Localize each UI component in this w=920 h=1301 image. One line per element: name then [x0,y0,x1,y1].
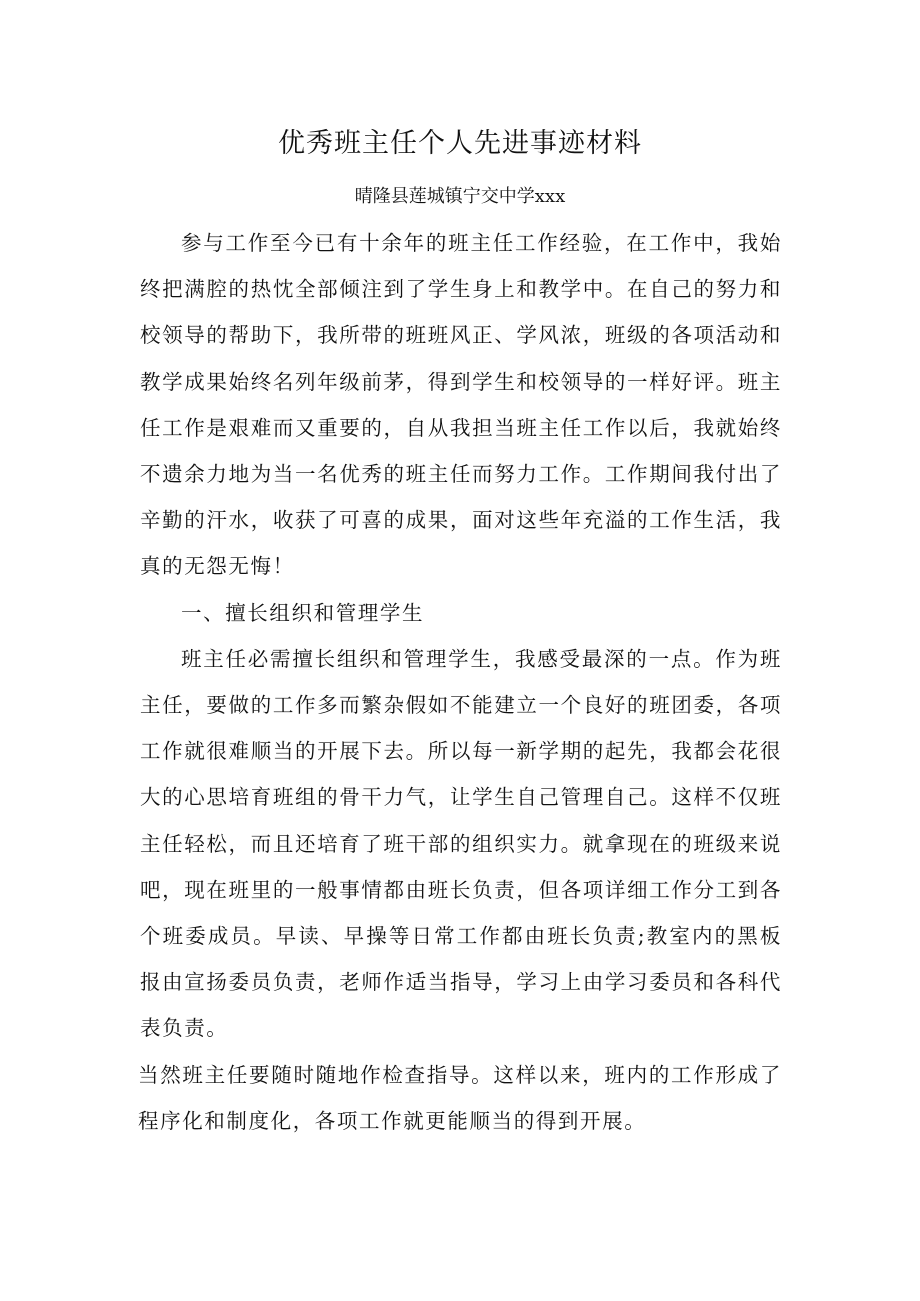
paragraph-conclusion: 当然班主任要随时随地作检查指导。这样以来，班内的工作形成了程序化和制度化，各项工作就更能顺当的得到开展。 [138,1062,782,1133]
paragraph-management: 班主任必需擅长组织和管理学生，我感受最深的一点。作为班主任，要做的工作多而繁杂假如不能建立一个良好的班团委，各项工作就很难顺当的开展下去。所以每一新学期的起先，我都会花很大的心思培育班组的骨干力气，让学生自己管理自己。这样不仅班主任轻松，而且还培育了班干部的组织实力。就拿现在的班级来说吧，现在班里的一般事情都由班长负责，但各项详细工作分工到各个班委成员。早读、早操等日常工作都由班长负责;教室内的黑板报由宣扬委员负责，老师作适当指导，学习上由学习委员和各科代表负责。 [140,646,782,1041]
section-heading: 一、擅长组织和管理学生 [181,600,425,625]
paragraph-intro: 参与工作至今已有十余年的班主任工作经验，在工作中，我始终把满腔的热忱全部倾注到了学生身上和教学中。在自己的努力和校领导的帮助下，我所带的班班风正、学风浓，班级的各项活动和教学成果始终名列年级前茅，得到学生和校领导的一样好评。班主任工作是艰难而又重要的，自从我担当班主任工作以后，我就始终不遗余力地为当一名优秀的班主任而努力工作。工作期间我付出了辛勤的汗水，收获了可喜的成果，面对这些年充溢的工作生活，我真的无怨无悔！ [140,231,782,579]
author-line: 晴隆县莲城镇宁交中学xxx [354,186,566,207]
document-body [140,220,782,1144]
document-title: 优秀班主任个人先进事迹材料 [278,128,642,159]
